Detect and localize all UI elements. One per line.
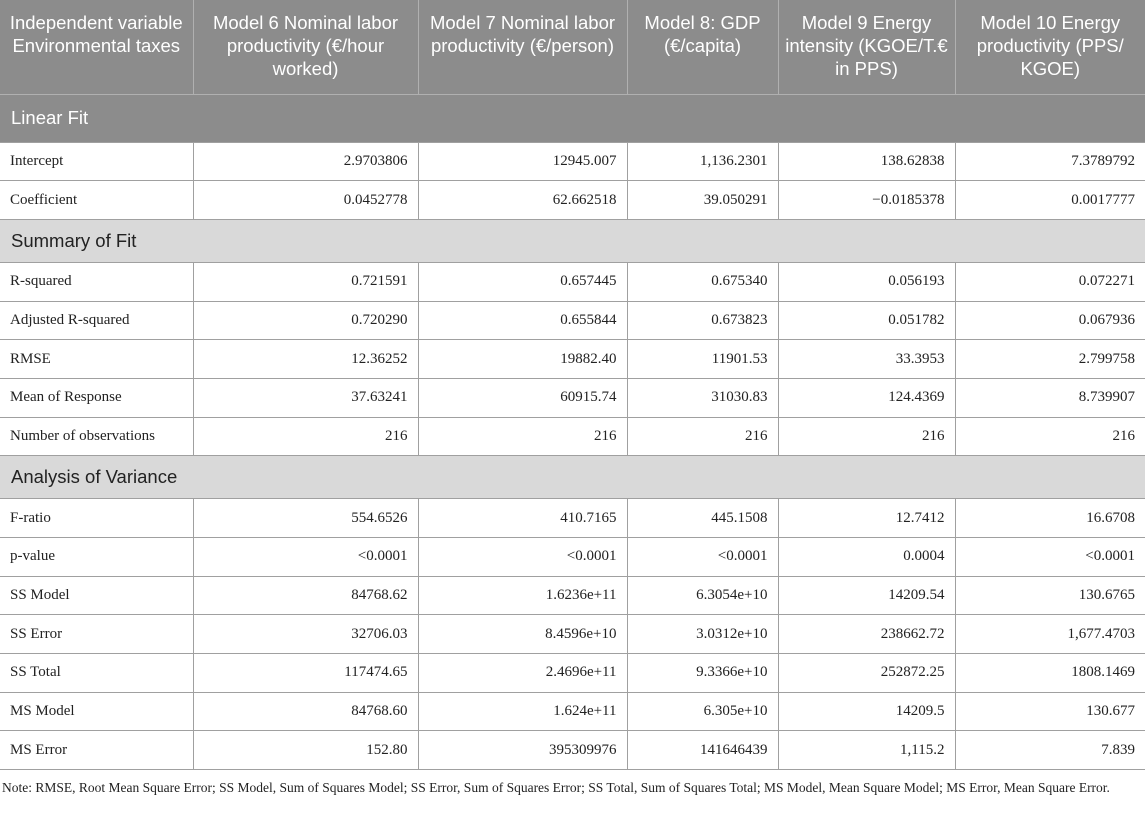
cell-model-10: 216 <box>955 417 1145 456</box>
row-label: R-squared <box>0 262 193 301</box>
section-title: Summary of Fit <box>0 219 1145 262</box>
cell-model-8: 216 <box>627 417 778 456</box>
cell-model-10: 1808.1469 <box>955 654 1145 693</box>
row-label: Mean of Response <box>0 378 193 417</box>
cell-model-8: 0.675340 <box>627 262 778 301</box>
table-row <box>0 417 1145 456</box>
cell-model-9: 138.62838 <box>778 142 955 181</box>
cell-model-8: 11901.53 <box>627 340 778 379</box>
cell-model-8: 445.1508 <box>627 499 778 538</box>
row-label: RMSE <box>0 340 193 379</box>
row-label: Coefficient <box>0 181 193 220</box>
cell-model-6: 554.6526 <box>193 499 418 538</box>
cell-model-9: 0.0004 <box>778 538 955 577</box>
section-summary-of-fit <box>0 219 1145 262</box>
table-row <box>0 340 1145 379</box>
cell-model-6: 0.720290 <box>193 301 418 340</box>
row-label: SS Model <box>0 576 193 615</box>
row-label: F-ratio <box>0 499 193 538</box>
cell-model-9: −0.0185378 <box>778 181 955 220</box>
cell-model-8: 39.050291 <box>627 181 778 220</box>
cell-model-10: 0.072271 <box>955 262 1145 301</box>
header-row <box>0 0 1145 94</box>
cell-model-9: 216 <box>778 417 955 456</box>
table-footnote: Note: RMSE, Root Mean Square Error; SS Model, Sum of Squares Model; SS Error, Sum of Squares Error; SS Total, Sum of Squares Total; MS Model, Mean Square Model; MS Error, Mean Square Error. <box>2 780 1110 796</box>
cell-model-9: 0.051782 <box>778 301 955 340</box>
cell-model-10: 2.799758 <box>955 340 1145 379</box>
cell-model-6: 12.36252 <box>193 340 418 379</box>
section-linear-fit <box>0 94 1145 142</box>
cell-model-8: 141646439 <box>627 731 778 770</box>
row-label: MS Error <box>0 731 193 770</box>
cell-model-8: <0.0001 <box>627 538 778 577</box>
cell-model-9: 1,115.2 <box>778 731 955 770</box>
cell-model-9: 33.3953 <box>778 340 955 379</box>
cell-model-9: 14209.5 <box>778 692 955 731</box>
cell-model-7: 1.6236e+11 <box>418 576 627 615</box>
cell-model-10: 0.067936 <box>955 301 1145 340</box>
cell-model-10: 0.0017777 <box>955 181 1145 220</box>
cell-model-10: 130.677 <box>955 692 1145 731</box>
cell-model-8: 31030.83 <box>627 378 778 417</box>
cell-model-7: 1.624e+11 <box>418 692 627 731</box>
cell-model-7: 0.657445 <box>418 262 627 301</box>
table-row <box>0 731 1145 770</box>
cell-model-6: 84768.60 <box>193 692 418 731</box>
cell-model-10: 16.6708 <box>955 499 1145 538</box>
cell-model-10: 130.6765 <box>955 576 1145 615</box>
cell-model-10: <0.0001 <box>955 538 1145 577</box>
section-title: Linear Fit <box>0 94 1145 142</box>
header-model-10: Model 10 Energy productivity (PPS/ KGOE) <box>955 0 1145 94</box>
table-row <box>0 538 1145 577</box>
header-model-7: Model 7 Nominal labor productivity (€/person) <box>418 0 627 94</box>
cell-model-10: 7.839 <box>955 731 1145 770</box>
cell-model-10: 8.739907 <box>955 378 1145 417</box>
cell-model-7: 12945.007 <box>418 142 627 181</box>
table-row <box>0 692 1145 731</box>
cell-model-7: 410.7165 <box>418 499 627 538</box>
cell-model-7: 60915.74 <box>418 378 627 417</box>
table-row <box>0 301 1145 340</box>
cell-model-7: 62.662518 <box>418 181 627 220</box>
cell-model-6: 84768.62 <box>193 576 418 615</box>
table-row <box>0 576 1145 615</box>
header-independent-variable: Independent variable Environmental taxes <box>0 0 193 94</box>
cell-model-8: 0.673823 <box>627 301 778 340</box>
header-model-9: Model 9 Energy intensity (KGOE/T.€ in PPS) <box>778 0 955 94</box>
section-title: Analysis of Variance <box>0 456 1145 499</box>
row-label: Adjusted R-squared <box>0 301 193 340</box>
cell-model-6: 0.721591 <box>193 262 418 301</box>
cell-model-10: 1,677.4703 <box>955 615 1145 654</box>
table-row <box>0 181 1145 220</box>
cell-model-7: 8.4596e+10 <box>418 615 627 654</box>
cell-model-8: 6.305e+10 <box>627 692 778 731</box>
cell-model-7: 0.655844 <box>418 301 627 340</box>
cell-model-6: 37.63241 <box>193 378 418 417</box>
row-label: Intercept <box>0 142 193 181</box>
cell-model-6: 216 <box>193 417 418 456</box>
cell-model-6: 2.9703806 <box>193 142 418 181</box>
cell-model-9: 14209.54 <box>778 576 955 615</box>
cell-model-7: <0.0001 <box>418 538 627 577</box>
cell-model-8: 9.3366e+10 <box>627 654 778 693</box>
row-label: SS Total <box>0 654 193 693</box>
cell-model-8: 1,136.2301 <box>627 142 778 181</box>
cell-model-6: 0.0452778 <box>193 181 418 220</box>
table-row <box>0 378 1145 417</box>
table-row <box>0 654 1145 693</box>
cell-model-6: 117474.65 <box>193 654 418 693</box>
row-label: SS Error <box>0 615 193 654</box>
row-label: p-value <box>0 538 193 577</box>
cell-model-8: 6.3054e+10 <box>627 576 778 615</box>
cell-model-9: 12.7412 <box>778 499 955 538</box>
row-label: Number of observations <box>0 417 193 456</box>
table-row <box>0 615 1145 654</box>
table-row <box>0 142 1145 181</box>
section-analysis-of-variance <box>0 456 1145 499</box>
row-label: MS Model <box>0 692 193 731</box>
cell-model-8: 3.0312e+10 <box>627 615 778 654</box>
cell-model-6: 32706.03 <box>193 615 418 654</box>
table-row <box>0 499 1145 538</box>
cell-model-7: 395309976 <box>418 731 627 770</box>
cell-model-6: 152.80 <box>193 731 418 770</box>
cell-model-9: 0.056193 <box>778 262 955 301</box>
cell-model-9: 124.4369 <box>778 378 955 417</box>
cell-model-9: 252872.25 <box>778 654 955 693</box>
cell-model-7: 2.4696e+11 <box>418 654 627 693</box>
cell-model-6: <0.0001 <box>193 538 418 577</box>
header-model-6: Model 6 Nominal labor productivity (€/hour worked) <box>193 0 418 94</box>
table-row <box>0 262 1145 301</box>
cell-model-10: 7.3789792 <box>955 142 1145 181</box>
cell-model-9: 238662.72 <box>778 615 955 654</box>
cell-model-7: 216 <box>418 417 627 456</box>
header-model-8: Model 8: GDP (€/capita) <box>627 0 778 94</box>
cell-model-7: 19882.40 <box>418 340 627 379</box>
